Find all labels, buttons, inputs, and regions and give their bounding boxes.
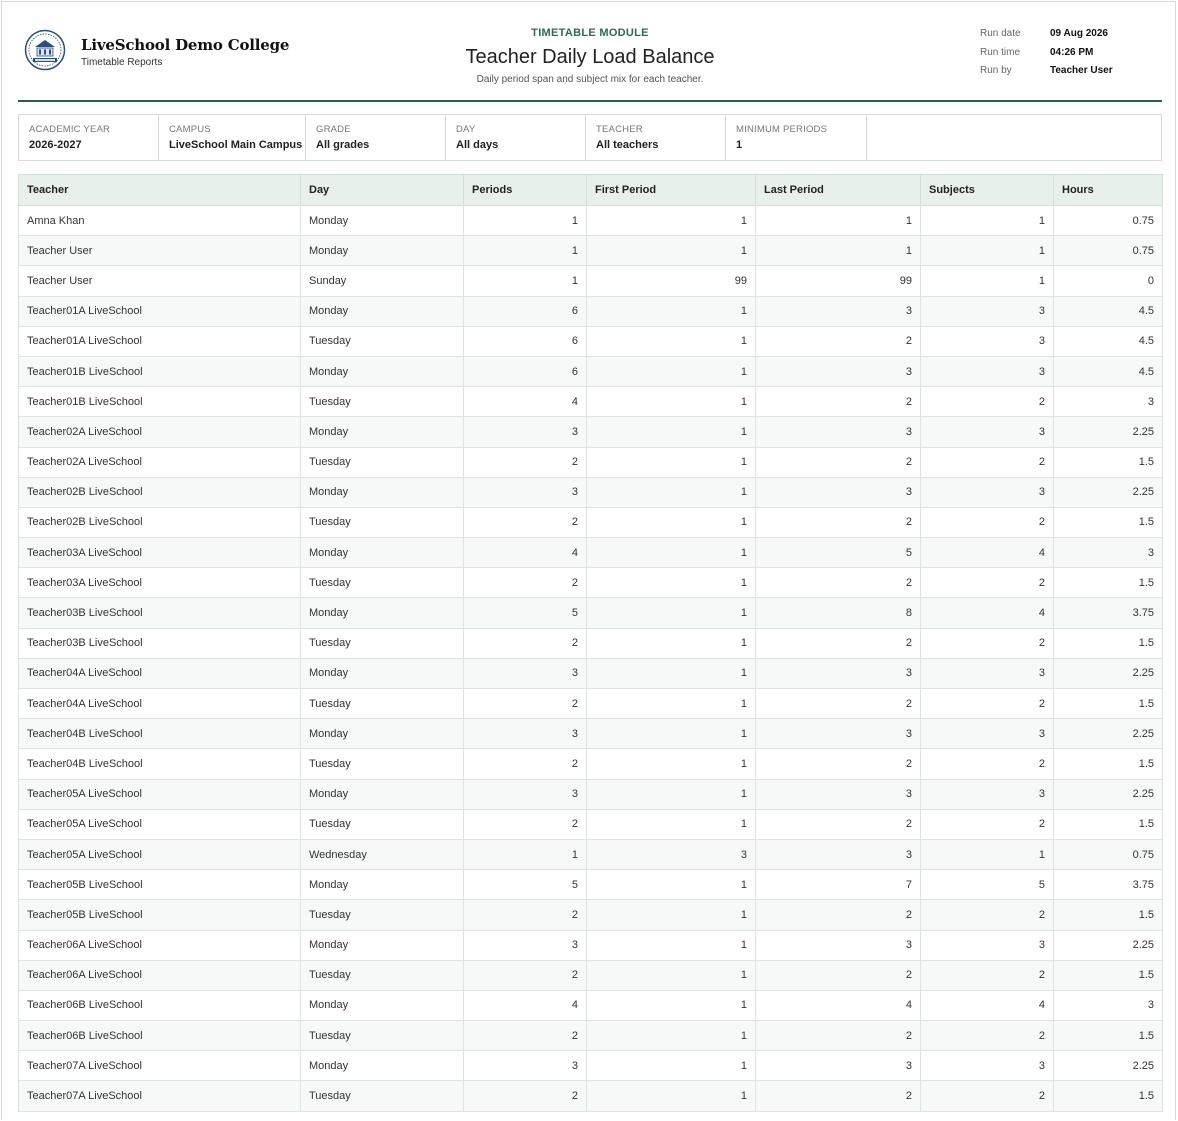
school-crest-icon	[24, 29, 66, 71]
day-cell: Tuesday	[301, 900, 464, 930]
filter-label: GRADE	[316, 124, 351, 135]
filter-value: LiveSchool Main Campus	[169, 139, 303, 151]
run-date-label: Run date	[980, 28, 1021, 39]
teacher-cell: Teacher04B LiveSchool	[19, 719, 301, 749]
teacher-cell: Teacher01B LiveSchool	[19, 356, 301, 386]
periods-cell: 3	[464, 417, 587, 447]
subjects-cell: 3	[921, 779, 1054, 809]
last-period-cell: 2	[756, 326, 921, 356]
teacher-cell: Teacher05B LiveSchool	[19, 900, 301, 930]
run-by-row	[980, 65, 1113, 84]
periods-cell: 1	[464, 266, 587, 296]
subjects-cell: 1	[921, 266, 1054, 296]
day-cell: Monday	[301, 356, 464, 386]
teacher-cell: Teacher01A LiveSchool	[19, 296, 301, 326]
subjects-cell: 3	[921, 658, 1054, 688]
last-period-cell: 1	[756, 206, 921, 236]
periods-cell: 3	[464, 719, 587, 749]
last-period-cell: 2	[756, 960, 921, 990]
report-page	[1, 1, 1176, 1120]
filter-minimum-periods	[726, 115, 867, 160]
day-cell: Monday	[301, 719, 464, 749]
periods-cell: 2	[464, 1081, 587, 1111]
filter-summary	[18, 114, 1162, 161]
run-time-value: 04:26 PM	[1050, 46, 1094, 58]
subjects-cell: 3	[921, 719, 1054, 749]
subjects-cell: 3	[921, 417, 1054, 447]
teacher-cell: Teacher03A LiveSchool	[19, 538, 301, 568]
table-row	[19, 839, 1163, 869]
teacher-cell: Teacher02B LiveSchool	[19, 507, 301, 537]
first-period-cell: 99	[587, 266, 756, 296]
hours-cell: 4.5	[1054, 356, 1163, 386]
first-period-cell: 1	[587, 356, 756, 386]
table-row	[19, 387, 1163, 417]
periods-cell: 2	[464, 960, 587, 990]
first-period-cell: 1	[587, 1081, 756, 1111]
last-period-cell: 2	[756, 1021, 921, 1051]
periods-cell: 2	[464, 447, 587, 477]
first-period-cell: 1	[587, 477, 756, 507]
first-period-cell: 1	[587, 326, 756, 356]
college-subtitle: Timetable Reports	[81, 57, 163, 68]
filter-teacher	[586, 115, 726, 160]
periods-cell: 1	[464, 236, 587, 266]
hours-cell: 1.5	[1054, 447, 1163, 477]
subjects-cell: 4	[921, 990, 1054, 1020]
periods-cell: 6	[464, 356, 587, 386]
hours-cell: 1.5	[1054, 507, 1163, 537]
periods-cell: 2	[464, 628, 587, 658]
run-by-label: Run by	[980, 65, 1012, 76]
day-cell: Monday	[301, 598, 464, 628]
column-header-subjects: Subjects	[921, 175, 1054, 206]
hours-cell: 0.75	[1054, 236, 1163, 266]
first-period-cell: 1	[587, 538, 756, 568]
periods-cell: 2	[464, 689, 587, 719]
filter-value: All days	[456, 139, 499, 151]
hours-cell: 1.5	[1054, 689, 1163, 719]
subjects-cell: 1	[921, 206, 1054, 236]
table-row	[19, 628, 1163, 658]
day-cell: Monday	[301, 538, 464, 568]
day-cell: Tuesday	[301, 960, 464, 990]
table-row	[19, 266, 1163, 296]
teacher-cell: Teacher05B LiveSchool	[19, 870, 301, 900]
hours-cell: 2.25	[1054, 477, 1163, 507]
first-period-cell: 1	[587, 809, 756, 839]
day-cell: Tuesday	[301, 387, 464, 417]
periods-cell: 5	[464, 870, 587, 900]
teacher-cell: Teacher03B LiveSchool	[19, 628, 301, 658]
run-date-row	[980, 28, 1113, 47]
hours-cell: 2.25	[1054, 1051, 1163, 1081]
periods-cell: 6	[464, 326, 587, 356]
teacher-cell: Teacher07A LiveSchool	[19, 1051, 301, 1081]
first-period-cell: 1	[587, 568, 756, 598]
day-cell: Monday	[301, 236, 464, 266]
last-period-cell: 8	[756, 598, 921, 628]
table-row	[19, 206, 1163, 236]
periods-cell: 5	[464, 598, 587, 628]
hours-cell: 1.5	[1054, 628, 1163, 658]
table-row	[19, 870, 1163, 900]
hours-cell: 1.5	[1054, 1081, 1163, 1111]
subjects-cell: 2	[921, 568, 1054, 598]
subjects-cell: 4	[921, 538, 1054, 568]
table-body	[19, 206, 1163, 1112]
report-subtitle: Daily period span and subject mix for each teacher.	[476, 74, 704, 85]
subjects-cell: 3	[921, 930, 1054, 960]
last-period-cell: 2	[756, 809, 921, 839]
teacher-cell: Teacher03A LiveSchool	[19, 568, 301, 598]
table-row	[19, 236, 1163, 266]
subjects-cell: 2	[921, 628, 1054, 658]
subjects-cell: 2	[921, 749, 1054, 779]
column-header-last-period: Last Period	[756, 175, 921, 206]
first-period-cell: 1	[587, 1021, 756, 1051]
table-row	[19, 598, 1163, 628]
column-header-first-period: First Period	[587, 175, 756, 206]
column-header-hours: Hours	[1054, 175, 1163, 206]
table-row	[19, 930, 1163, 960]
last-period-cell: 3	[756, 1051, 921, 1081]
teacher-cell: Teacher06B LiveSchool	[19, 990, 301, 1020]
first-period-cell: 3	[587, 839, 756, 869]
day-cell: Monday	[301, 779, 464, 809]
last-period-cell: 7	[756, 870, 921, 900]
run-by-value: Teacher User	[1050, 65, 1113, 76]
day-cell: Tuesday	[301, 507, 464, 537]
filter-day	[446, 115, 586, 160]
subjects-cell: 3	[921, 326, 1054, 356]
filter-label: ACADEMIC YEAR	[29, 124, 111, 135]
subjects-cell: 2	[921, 960, 1054, 990]
last-period-cell: 99	[756, 266, 921, 296]
day-cell: Tuesday	[301, 628, 464, 658]
day-cell: Monday	[301, 990, 464, 1020]
filter-label: TEACHER	[596, 124, 643, 135]
teacher-cell: Teacher07A LiveSchool	[19, 1081, 301, 1111]
last-period-cell: 5	[756, 538, 921, 568]
run-date-value: 09 Aug 2026	[1050, 28, 1108, 39]
periods-cell: 2	[464, 507, 587, 537]
last-period-cell: 2	[756, 447, 921, 477]
run-info	[980, 28, 1113, 84]
last-period-cell: 2	[756, 387, 921, 417]
table-row	[19, 689, 1163, 719]
last-period-cell: 2	[756, 749, 921, 779]
table-row	[19, 477, 1163, 507]
first-period-cell: 1	[587, 598, 756, 628]
first-period-cell: 1	[587, 628, 756, 658]
filter-grade	[306, 115, 446, 160]
periods-cell: 3	[464, 779, 587, 809]
periods-cell: 4	[464, 990, 587, 1020]
periods-cell: 3	[464, 658, 587, 688]
module-label: TIMETABLE MODULE	[531, 27, 649, 39]
subjects-cell: 3	[921, 477, 1054, 507]
first-period-cell: 1	[587, 658, 756, 688]
day-cell: Monday	[301, 658, 464, 688]
table-row	[19, 1081, 1163, 1111]
first-period-cell: 1	[587, 1051, 756, 1081]
subjects-cell: 2	[921, 809, 1054, 839]
hours-cell: 1.5	[1054, 900, 1163, 930]
table-row	[19, 809, 1163, 839]
day-cell: Monday	[301, 296, 464, 326]
hours-cell: 1.5	[1054, 1021, 1163, 1051]
hours-cell: 0	[1054, 266, 1163, 296]
teacher-cell: Teacher05A LiveSchool	[19, 809, 301, 839]
day-cell: Tuesday	[301, 689, 464, 719]
last-period-cell: 3	[756, 356, 921, 386]
teacher-cell: Teacher04B LiveSchool	[19, 749, 301, 779]
filter-label: DAY	[456, 124, 476, 135]
hours-cell: 1.5	[1054, 749, 1163, 779]
periods-cell: 1	[464, 206, 587, 236]
teacher-cell: Teacher05A LiveSchool	[19, 779, 301, 809]
periods-cell: 2	[464, 568, 587, 598]
last-period-cell: 2	[756, 1081, 921, 1111]
table-row	[19, 356, 1163, 386]
last-period-cell: 2	[756, 689, 921, 719]
first-period-cell: 1	[587, 870, 756, 900]
table-row	[19, 447, 1163, 477]
day-cell: Tuesday	[301, 749, 464, 779]
first-period-cell: 1	[587, 296, 756, 326]
table-row	[19, 990, 1163, 1020]
hours-cell: 1.5	[1054, 809, 1163, 839]
subjects-cell: 3	[921, 296, 1054, 326]
table-row	[19, 719, 1163, 749]
hours-cell: 2.25	[1054, 779, 1163, 809]
last-period-cell: 3	[756, 930, 921, 960]
run-time-row	[980, 47, 1113, 66]
hours-cell: 1.5	[1054, 568, 1163, 598]
day-cell: Sunday	[301, 266, 464, 296]
teacher-load-table	[18, 174, 1163, 1112]
teacher-cell: Teacher01B LiveSchool	[19, 387, 301, 417]
first-period-cell: 1	[587, 900, 756, 930]
first-period-cell: 1	[587, 236, 756, 266]
subjects-cell: 1	[921, 839, 1054, 869]
last-period-cell: 4	[756, 990, 921, 1020]
first-period-cell: 1	[587, 779, 756, 809]
load-table-container	[18, 174, 1162, 1112]
hours-cell: 3.75	[1054, 870, 1163, 900]
last-period-cell: 3	[756, 658, 921, 688]
first-period-cell: 1	[587, 990, 756, 1020]
table-row	[19, 568, 1163, 598]
first-period-cell: 1	[587, 749, 756, 779]
table-row	[19, 1051, 1163, 1081]
first-period-cell: 1	[587, 507, 756, 537]
subjects-cell: 2	[921, 387, 1054, 417]
periods-cell: 1	[464, 839, 587, 869]
run-time-label: Run time	[980, 46, 1021, 58]
table-row	[19, 507, 1163, 537]
day-cell: Tuesday	[301, 326, 464, 356]
last-period-cell: 3	[756, 296, 921, 326]
last-period-cell: 3	[756, 417, 921, 447]
day-cell: Monday	[301, 930, 464, 960]
table-row	[19, 1021, 1163, 1051]
day-cell: Monday	[301, 417, 464, 447]
subjects-cell: 2	[921, 507, 1054, 537]
day-cell: Monday	[301, 1051, 464, 1081]
first-period-cell: 1	[587, 206, 756, 236]
periods-cell: 6	[464, 296, 587, 326]
column-header-teacher: Teacher	[19, 175, 301, 206]
teacher-cell: Teacher04A LiveSchool	[19, 658, 301, 688]
filter-value: All grades	[316, 139, 370, 151]
periods-cell: 3	[464, 1051, 587, 1081]
subjects-cell: 2	[921, 689, 1054, 719]
subjects-cell: 4	[921, 598, 1054, 628]
teacher-cell: Teacher02B LiveSchool	[19, 477, 301, 507]
table-row	[19, 326, 1163, 356]
table-row	[19, 779, 1163, 809]
last-period-cell: 1	[756, 236, 921, 266]
first-period-cell: 1	[587, 930, 756, 960]
table-row	[19, 900, 1163, 930]
periods-cell: 2	[464, 900, 587, 930]
hours-cell: 4.5	[1054, 326, 1163, 356]
first-period-cell: 1	[587, 719, 756, 749]
subjects-cell: 5	[921, 870, 1054, 900]
day-cell: Wednesday	[301, 839, 464, 869]
teacher-cell: Teacher01A LiveSchool	[19, 326, 301, 356]
hours-cell: 3	[1054, 990, 1163, 1020]
day-cell: Tuesday	[301, 809, 464, 839]
last-period-cell: 3	[756, 719, 921, 749]
day-cell: Tuesday	[301, 568, 464, 598]
table-row	[19, 538, 1163, 568]
subjects-cell: 2	[921, 1081, 1054, 1111]
filter-value: 2026-2027	[29, 139, 82, 151]
day-cell: Tuesday	[301, 447, 464, 477]
teacher-cell: Teacher User	[19, 266, 301, 296]
teacher-cell: Amna Khan	[19, 206, 301, 236]
subjects-cell: 2	[921, 447, 1054, 477]
last-period-cell: 3	[756, 839, 921, 869]
day-cell: Tuesday	[301, 1081, 464, 1111]
last-period-cell: 2	[756, 507, 921, 537]
table-row	[19, 417, 1163, 447]
filter-label: CAMPUS	[169, 124, 211, 135]
hours-cell: 3.75	[1054, 598, 1163, 628]
hours-cell: 0.75	[1054, 839, 1163, 869]
hours-cell: 4.5	[1054, 296, 1163, 326]
periods-cell: 2	[464, 1021, 587, 1051]
teacher-cell: Teacher05A LiveSchool	[19, 839, 301, 869]
subjects-cell: 3	[921, 1051, 1054, 1081]
teacher-cell: Teacher06A LiveSchool	[19, 960, 301, 990]
table-row	[19, 960, 1163, 990]
report-title: Teacher Daily Load Balance	[465, 46, 715, 68]
table-row	[19, 296, 1163, 326]
hours-cell: 0.75	[1054, 206, 1163, 236]
teacher-cell: Teacher User	[19, 236, 301, 266]
first-period-cell: 1	[587, 960, 756, 990]
first-period-cell: 1	[587, 689, 756, 719]
last-period-cell: 3	[756, 779, 921, 809]
column-header-day: Day	[301, 175, 464, 206]
hours-cell: 2.25	[1054, 930, 1163, 960]
first-period-cell: 1	[587, 387, 756, 417]
column-header-periods: Periods	[464, 175, 587, 206]
subjects-cell: 3	[921, 356, 1054, 386]
hours-cell: 3	[1054, 387, 1163, 417]
filter-academic-year	[19, 115, 159, 160]
table-row	[19, 749, 1163, 779]
subjects-cell: 2	[921, 900, 1054, 930]
subjects-cell: 1	[921, 236, 1054, 266]
hours-cell: 2.25	[1054, 417, 1163, 447]
hours-cell: 2.25	[1054, 719, 1163, 749]
day-cell: Monday	[301, 206, 464, 236]
teacher-cell: Teacher03B LiveSchool	[19, 598, 301, 628]
hours-cell: 2.25	[1054, 658, 1163, 688]
periods-cell: 4	[464, 538, 587, 568]
hours-cell: 3	[1054, 538, 1163, 568]
filter-value: All teachers	[596, 139, 659, 151]
hours-cell: 1.5	[1054, 960, 1163, 990]
last-period-cell: 2	[756, 568, 921, 598]
periods-cell: 2	[464, 749, 587, 779]
college-name: LiveSchool Demo College	[81, 36, 290, 54]
table-row	[19, 658, 1163, 688]
teacher-cell: Teacher06B LiveSchool	[19, 1021, 301, 1051]
last-period-cell: 2	[756, 900, 921, 930]
teacher-cell: Teacher06A LiveSchool	[19, 930, 301, 960]
day-cell: Tuesday	[301, 1021, 464, 1051]
teacher-cell: Teacher04A LiveSchool	[19, 689, 301, 719]
last-period-cell: 3	[756, 477, 921, 507]
report-header	[18, 2, 1162, 102]
day-cell: Monday	[301, 870, 464, 900]
first-period-cell: 1	[587, 447, 756, 477]
subjects-cell: 2	[921, 1021, 1054, 1051]
periods-cell: 4	[464, 387, 587, 417]
filter-label: MINIMUM PERIODS	[736, 124, 828, 135]
day-cell: Monday	[301, 477, 464, 507]
teacher-cell: Teacher02A LiveSchool	[19, 447, 301, 477]
periods-cell: 2	[464, 809, 587, 839]
filter-campus	[159, 115, 306, 160]
filter-value: 1	[736, 139, 743, 151]
table-header-row	[19, 175, 1163, 206]
last-period-cell: 2	[756, 628, 921, 658]
periods-cell: 3	[464, 477, 587, 507]
first-period-cell: 1	[587, 417, 756, 447]
periods-cell: 3	[464, 930, 587, 960]
teacher-cell: Teacher02A LiveSchool	[19, 417, 301, 447]
